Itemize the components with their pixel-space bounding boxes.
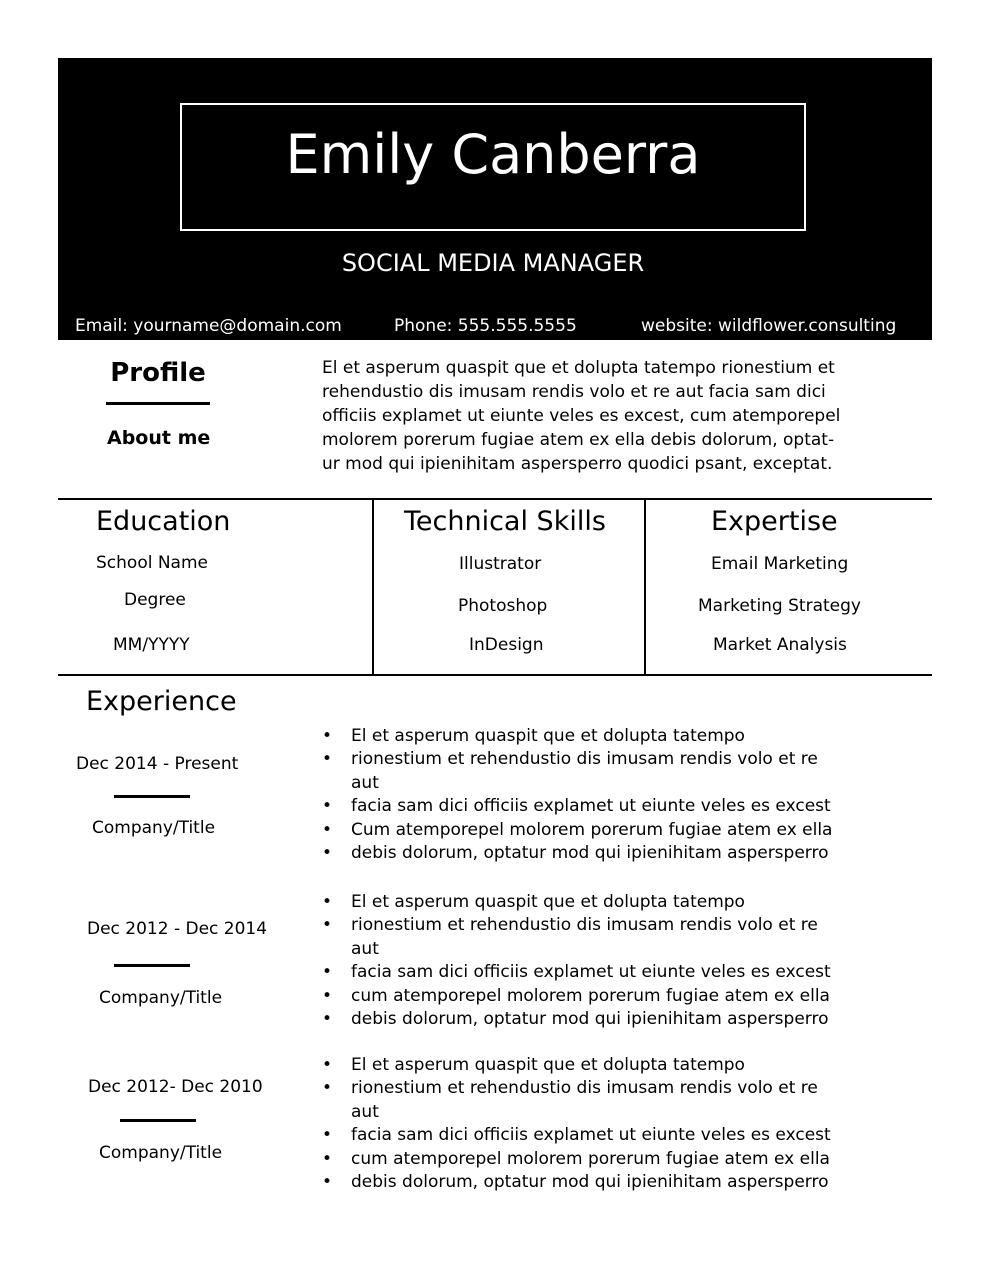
education-school: School Name <box>96 553 208 573</box>
profile-heading: Profile <box>110 358 206 388</box>
list-item: • facia sam dici officiis explamet ut eiunte veles es excest <box>322 1124 882 1147</box>
list-item: • rionestium et rehendustio dis imusam rendis volo et re aut <box>322 914 851 961</box>
profile-line: rehendustio dis imusam rendis volo et re aut facia sam dici <box>322 382 826 402</box>
candidate-name: Emily Canberra <box>285 123 701 186</box>
list-item: • cum atemporepel molorem porerum fugiae atem ex ella <box>322 985 882 1008</box>
list-item: • Cum atemporepel molorem porerum fugiae atem ex ella <box>322 819 882 842</box>
job-bullets <box>322 725 882 865</box>
experience-heading: Experience <box>86 686 237 717</box>
column-divider <box>644 498 646 674</box>
list-item: • El et asperum quaspit que et dolupta tatempo <box>322 725 882 748</box>
job-bullets <box>322 891 882 1031</box>
education-heading: Education <box>96 506 231 537</box>
list-item: • El et asperum quaspit que et dolupta tatempo <box>322 891 882 914</box>
job-underline <box>114 964 190 967</box>
job-dates: Dec 2012- Dec 2010 <box>88 1077 263 1097</box>
job-company: Company/Title <box>99 1143 223 1163</box>
profile-line: officiis explamet ut eiunte veles es excest, cum atemporepel <box>322 406 841 426</box>
profile-underline <box>106 402 210 405</box>
list-item: • debis dolorum, optatur mod qui ipienihitam aspersperro <box>322 842 882 865</box>
skill-item: Illustrator <box>459 554 542 574</box>
section-divider-bottom <box>58 674 932 676</box>
skills-heading: Technical Skills <box>404 506 606 537</box>
job-company: Company/Title <box>99 988 223 1008</box>
job-dates: Dec 2014 - Present <box>76 754 239 774</box>
list-item: • facia sam dici officiis explamet ut eiunte veles es excest <box>322 795 882 818</box>
job-company: Company/Title <box>92 818 216 838</box>
expertise-item: Market Analysis <box>713 635 847 655</box>
profile-subtitle: About me <box>107 427 211 449</box>
skill-item: Photoshop <box>458 596 548 616</box>
profile-line: molorem porerum fugiae atem ex ella debis dolorum, optat- <box>322 430 835 450</box>
list-item: • debis dolorum, optatur mod qui ipienihitam aspersperro <box>322 1008 882 1031</box>
job-bullets <box>322 1054 882 1194</box>
education-degree: Degree <box>124 590 186 610</box>
contact-website: website: wildflower.consulting <box>641 316 897 336</box>
expertise-item: Marketing Strategy <box>698 596 861 616</box>
education-date: MM/YYYY <box>113 635 190 655</box>
column-divider <box>372 498 374 674</box>
profile-line: ur mod qui ipienihitam aspersperro quodici psant, exceptat. <box>322 454 833 474</box>
profile-line: El et asperum quaspit que et dolupta tatempo rionestium et <box>322 358 835 378</box>
expertise-item: Email Marketing <box>711 554 849 574</box>
expertise-heading: Expertise <box>711 506 838 537</box>
list-item: • rionestium et rehendustio dis imusam rendis volo et re aut <box>322 1077 851 1124</box>
profile-text <box>322 356 882 476</box>
contact-email: Email: yourname@domain.com <box>75 316 342 336</box>
list-item: • debis dolorum, optatur mod qui ipienihitam aspersperro <box>322 1171 882 1194</box>
list-item: • cum atemporepel molorem porerum fugiae atem ex ella <box>322 1148 882 1171</box>
section-divider-top <box>58 498 932 500</box>
list-item: • El et asperum quaspit que et dolupta tatempo <box>322 1054 882 1077</box>
job-dates: Dec 2012 - Dec 2014 <box>87 919 268 939</box>
job-role: SOCIAL MEDIA MANAGER <box>341 249 645 277</box>
list-item: • facia sam dici officiis explamet ut eiunte veles es excest <box>322 961 882 984</box>
contact-phone: Phone: 555.555.5555 <box>394 316 577 336</box>
skill-item: InDesign <box>469 635 544 655</box>
list-item: • rionestium et rehendustio dis imusam rendis volo et re aut <box>322 748 851 795</box>
job-underline <box>114 795 190 798</box>
job-underline <box>120 1119 196 1122</box>
